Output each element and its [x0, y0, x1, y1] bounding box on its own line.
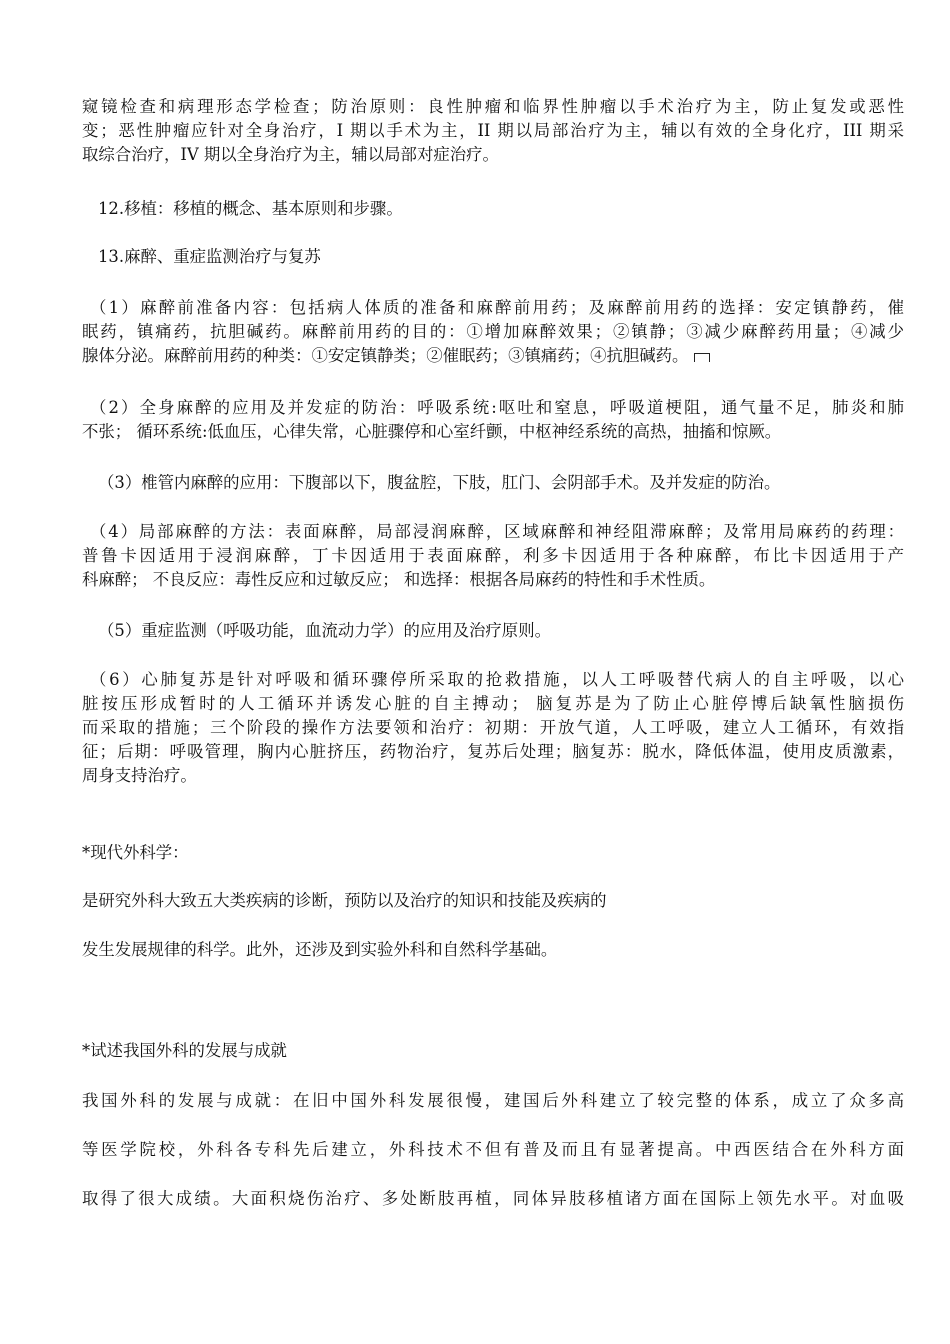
- text-line: 是研究外科大致五大类疾病的诊断，预防以及治疗的知识和技能及疾病的: [82, 891, 607, 910]
- text-line: 普鲁卡因适用于浸润麻醉，丁卡因适用于表面麻醉，利多卡因适用于各种麻醉，布比卡因适用于产: [82, 546, 904, 565]
- bracket-mark-icon: [694, 353, 710, 362]
- text-line: 征；后期：呼吸管理，胸内心脏挤压，药物治疗，复苏后处理；脑复苏：脱水，降低体温，使用皮质激素，: [82, 742, 904, 761]
- text-line: 发生发展规律的科学。此外，还涉及到实验外科和自然科学基础。: [82, 940, 558, 959]
- text-line: （3）椎管内麻醉的应用：下腹部以下，腹盆腔，下肢，肛门、会阴部手术。及并发症的防治。: [98, 473, 781, 492]
- text-line: （1）麻醉前准备内容：包括病人体质的准备和麻醉前用药；及麻醉前用药的选择：安定镇静药，催: [90, 298, 904, 317]
- text-line: 取得了很大成绩。大面积烧伤治疗、多处断肢再植，同体异肢移植诸方面在国际上领先水平。对血吸: [82, 1189, 904, 1208]
- section-heading-12: 12.移植：移植的概念、基本原则和步骤。: [98, 199, 403, 218]
- text-line: 眠药，镇痛药，抗胆碱药。麻醉前用药的目的：①增加麻醉效果；②镇静；③减少麻醉药用量；④减少: [82, 322, 904, 341]
- text-line: 而采取的措施；三个阶段的操作方法要领和治疗：初期：开放气道，人工呼吸，建立人工循环，有效指: [82, 718, 904, 737]
- section-heading-13: 13.麻醉、重症监测治疗与复苏: [98, 247, 321, 266]
- text-line: 变；恶性肿瘤应针对全身治疗，I 期以手术为主，II 期以局部治疗为主，辅以有效的全身化疗，III 期采: [82, 121, 904, 140]
- text-line: （6）心肺复苏是针对呼吸和循环骤停所采取的抢救措施，以人工呼吸替代病人的自主呼吸，以心: [90, 670, 904, 689]
- text-line: （5）重症监测（呼吸功能，血流动力学）的应用及治疗原则。: [98, 621, 551, 640]
- section-heading-surgery-development: *试述我国外科的发展与成就: [82, 1041, 287, 1060]
- text-line: （4）局部麻醉的方法：表面麻醉，局部浸润麻醉，区域麻醉和神经阻滞麻醉；及常用局麻药的药理：: [90, 522, 904, 541]
- text-line: 周身支持治疗。: [82, 766, 197, 785]
- text-line: 等医学院校，外科各专科先后建立，外科技术不但有普及而且有显著提高。中西医结合在外科方面: [82, 1140, 904, 1159]
- text-line: （2）全身麻醉的应用及并发症的防治：呼吸系统:呕吐和窒息，呼吸道梗阻，通气量不足，肺炎和肺: [90, 398, 904, 417]
- text-line: 我国外科的发展与成就：在旧中国外科发展很慢，建国后外科建立了较完整的体系，成立了众多高: [82, 1091, 904, 1110]
- text-line: 科麻醉； 不良反应：毒性反应和过敏反应； 和选择：根据各局麻药的特性和手术性质。: [82, 570, 716, 589]
- text-line: 窥镜检查和病理形态学检查；防治原则：良性肿瘤和临界性肿瘤以手术治疗为主，防止复发或恶性: [82, 97, 904, 116]
- text-line: 不张； 循环系统:低血压，心律失常，心脏骤停和心室纤颤，中枢神经系统的高热，抽搐和惊厥。: [82, 422, 782, 441]
- text-line: 脏按压形成暂时的人工循环并诱发心脏的自主搏动； 脑复苏是为了防止心脏停博后缺氧性脑损伤: [82, 694, 904, 713]
- text-line-content: 腺体分泌。麻醉前用药的种类：①安定镇静类；②催眠药；③镇痛药；④抗胆碱药。: [82, 346, 689, 365]
- text-line: 取综合治疗，IV 期以全身治疗为主，辅以局部对症治疗。: [82, 145, 499, 164]
- text-line: [82, 344, 710, 368]
- section-heading-modern-surgery: *现代外科学：: [82, 843, 189, 862]
